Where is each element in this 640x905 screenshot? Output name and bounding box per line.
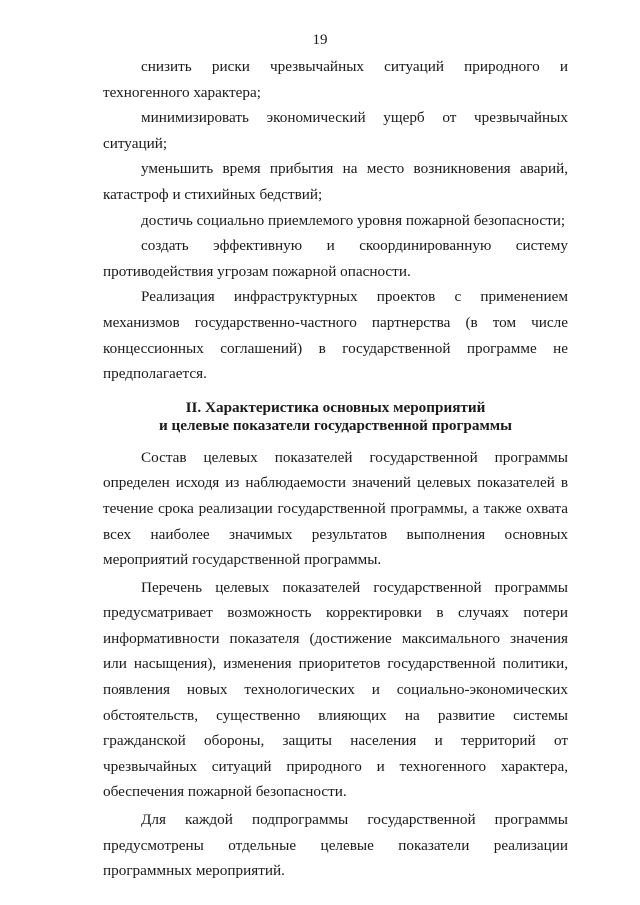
paragraph-subprograms: Для каждой подпрограммы государственной программы предусмотрены отдельные целевые показатели реализации программных мероприятий. <box>103 811 568 880</box>
list-item: минимизировать экономический ущерб от чрезвычайных ситуаций; <box>103 109 568 152</box>
paragraph-indicator-list: Перечень целевых показателей государственной программы предусматривает возможность корректировки в случаях потери информативности показателя (достижение максимального значения или насыщения), изменения приоритетов государственной политики, появления новых технологических и социально-экономических обстоятельств, существенно влияющих на развитие системы гражданской обороны, защиты населения и территорий от чрезвычайных ситуаций природного и техногенного характера, обеспечения пожарной безопасности. <box>103 578 568 801</box>
list-item: создать эффективную и скоординированную систему противодействия угрозам пожарной опасности. <box>103 237 568 280</box>
paragraph-ppp: Реализация инфраструктурных проектов с применением механизмов государственно-частного партнерства (в том числе концессионных соглашений) в государственной программе не предполагается. <box>103 288 568 383</box>
list-item: уменьшить время прибытия на место возникновения аварий, катастроф и стихийных бедствий; <box>103 160 568 203</box>
page-number: 19 <box>312 32 328 48</box>
section-heading-line1: II. Характеристика основных мероприятий <box>185 398 486 416</box>
document-body <box>103 54 568 884</box>
list-item: снизить риски чрезвычайных ситуаций природного и техногенного характера; <box>103 58 568 101</box>
section-heading-line2: и целевые показатели государственной программы <box>158 416 512 434</box>
section-heading <box>103 399 568 435</box>
list-item: достичь социально приемлемого уровня пожарной безопасности; <box>141 211 566 229</box>
paragraph-composition: Состав целевых показателей государственной программы определен исходя из наблюдаемости значений целевых показателей в течение срока реализации государственной программы, а также охвата всех наиболее значимых результатов выполнения основных мероприятий государственной программы. <box>103 448 568 569</box>
